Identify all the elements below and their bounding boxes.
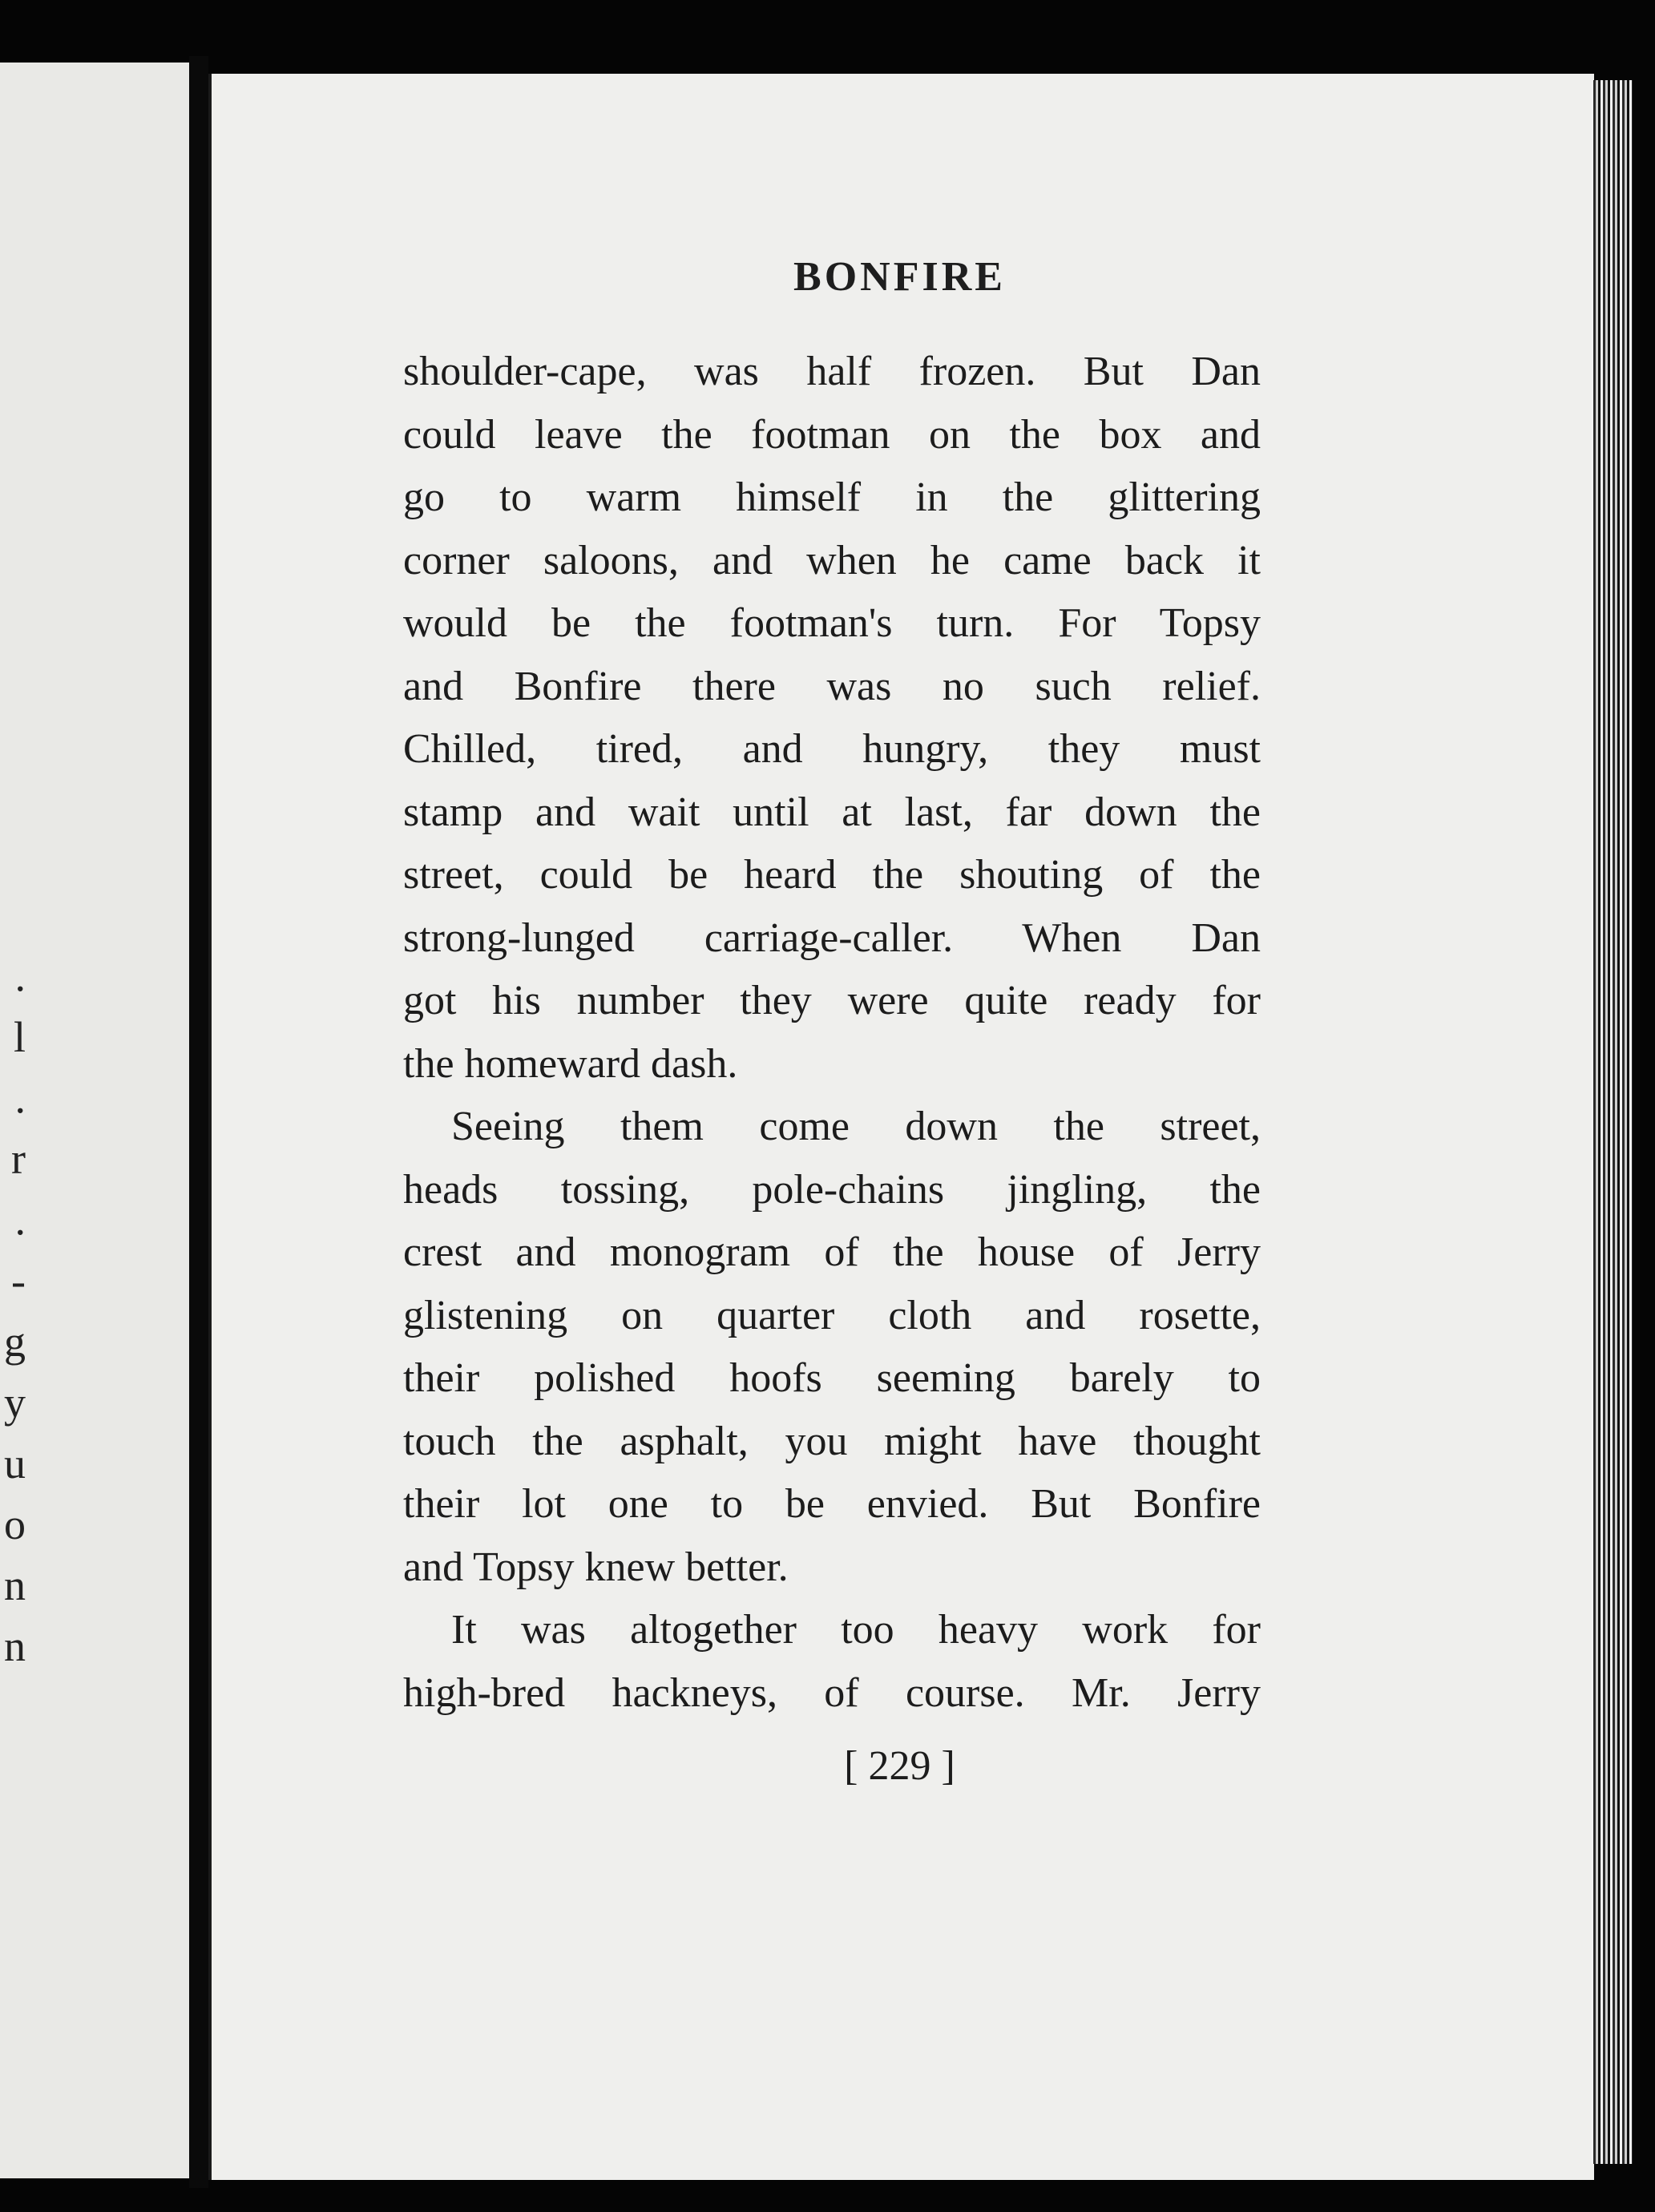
fragment-char: . — [14, 1074, 26, 1122]
text-line: their polished hoofs seeming barely to — [403, 1355, 1261, 1401]
body-text — [403, 341, 1261, 1725]
fragment-char: u — [4, 1439, 26, 1487]
text-line: strong-lunged carriage-caller. When Dan — [403, 914, 1261, 961]
text-line: touch the asphalt, you might have thought — [403, 1418, 1261, 1464]
book-gutter — [189, 56, 208, 2188]
text-line: could leave the footman on the box and — [403, 411, 1261, 458]
fragment-char: n — [4, 1622, 26, 1670]
fragment-char: l — [13, 1013, 26, 1061]
fragment-char: g — [4, 1318, 26, 1366]
text-line: Chilled, tired, and hungry, they must — [403, 726, 1261, 772]
text-line: go to warm himself in the glittering — [403, 474, 1261, 520]
text-line: the homeward dash. — [403, 1040, 738, 1087]
text-line: and Bonfire there was no such relief. — [403, 663, 1261, 709]
text-line: heads tossing, pole-chains jingling, the — [403, 1166, 1261, 1213]
fragment-char: . — [14, 952, 26, 1000]
text-line: would be the footman's turn. For Topsy — [403, 600, 1261, 646]
fragment-char: r — [11, 1135, 26, 1183]
text-line: corner saloons, and when he came back it — [403, 537, 1261, 583]
left-page-text-fragments — [0, 946, 32, 1677]
fragment-char: - — [11, 1257, 26, 1305]
fragment-char: . — [14, 1196, 26, 1244]
text-line: It was altogether too heavy work for — [451, 1607, 1261, 1653]
text-line: and Topsy knew better. — [403, 1544, 789, 1590]
text-line: street, could be heard the shouting of the — [403, 852, 1261, 898]
fragment-char: y — [4, 1378, 26, 1427]
text-line: crest and monogram of the house of Jerry — [403, 1229, 1261, 1275]
fragment-char: n — [4, 1561, 26, 1609]
text-line: high-bred hackneys, of course. Mr. Jerry — [403, 1669, 1261, 1716]
page-number: [ 229 ] — [844, 1743, 955, 1789]
text-line: got his number they were quite ready for — [403, 978, 1261, 1023]
running-head: BONFIRE — [793, 254, 1006, 300]
text-line: their lot one to be envied. But Bonfire — [403, 1481, 1261, 1527]
fragment-char: o — [4, 1500, 26, 1548]
text-line: shoulder-cape, was half frozen. But Dan — [403, 349, 1261, 394]
page-edges — [1591, 80, 1633, 2164]
text-line: stamp and wait until at last, far down the — [403, 789, 1261, 835]
text-line: Seeing them come down the street, — [451, 1104, 1261, 1149]
text-line: glistening on quarter cloth and rosette, — [403, 1292, 1261, 1338]
